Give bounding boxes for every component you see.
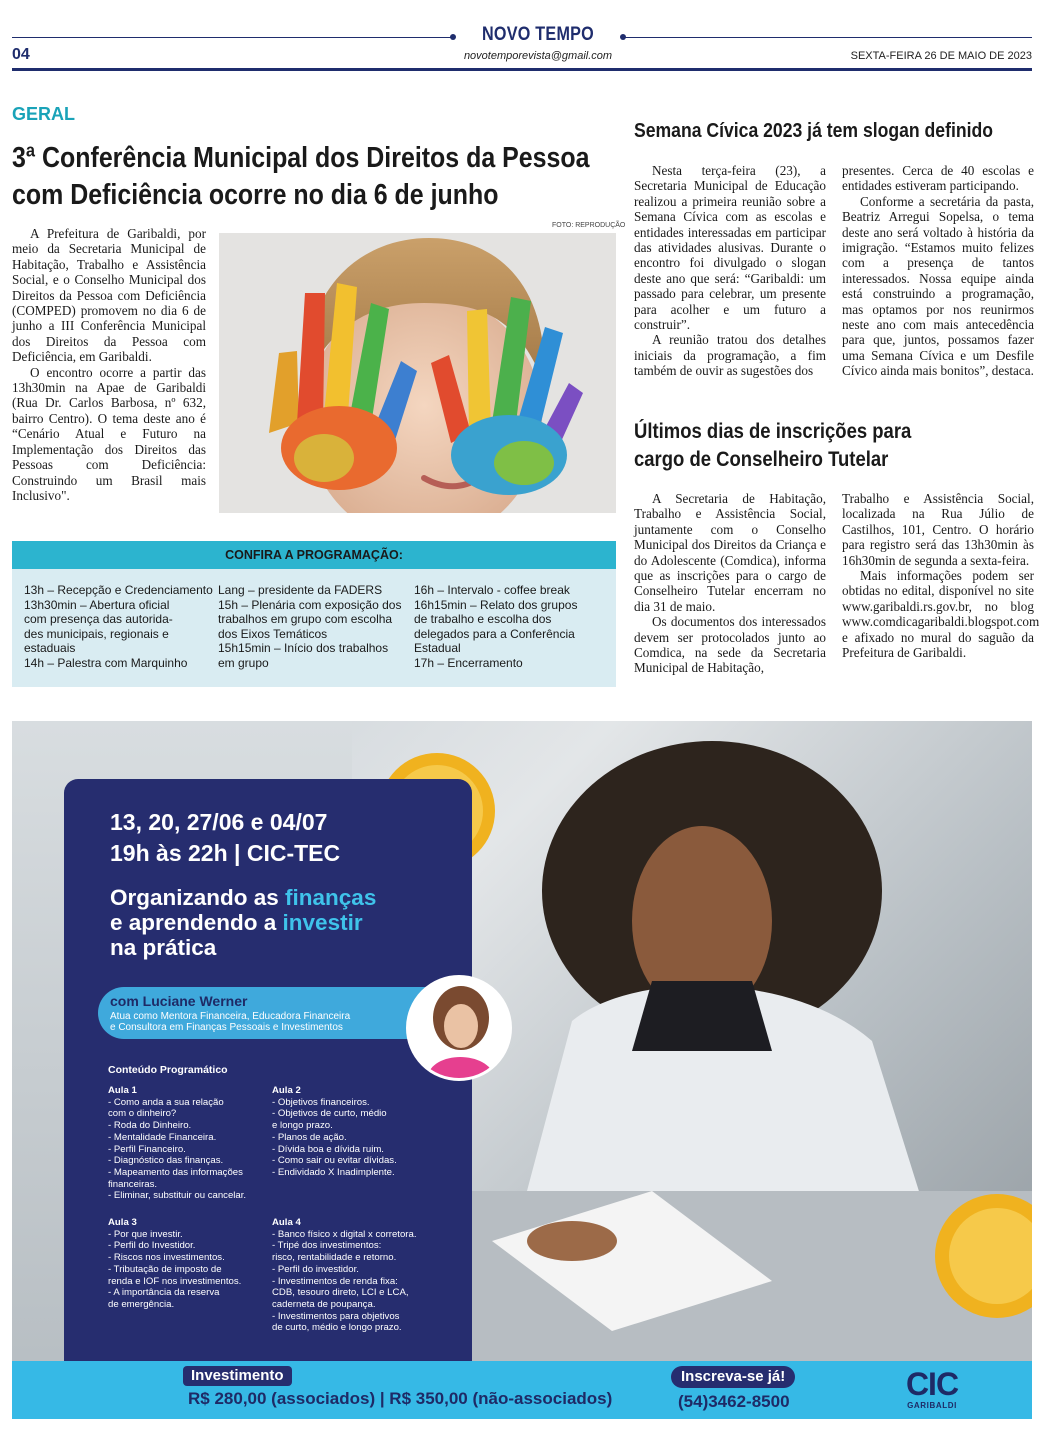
programacao-line: des municipais, regionais e <box>24 626 169 641</box>
programacao-line: estaduais <box>24 641 76 656</box>
speaker-description-line: e Consultora em Finanças Pessoais e Investimentos <box>110 1022 343 1033</box>
conselheiro-column-1 <box>634 491 826 676</box>
aula-3-list <box>108 1217 241 1311</box>
aula-1-list <box>108 1085 246 1202</box>
course-title-highlight: investir <box>282 910 363 935</box>
main-headline-line-2: com Deficiência ocorre no dia 6 de junho <box>12 179 499 211</box>
aula-item: - Perfil do Investidor. <box>108 1240 196 1252</box>
conselheiro-headline <box>634 418 1034 474</box>
inscreva-se-label[interactable]: Inscreva-se já! <box>671 1366 795 1388</box>
photo-illustration <box>219 233 616 513</box>
programacao-line: Lang – presidente da FADERS <box>218 583 383 597</box>
aula-item: - Dívida boa e dívida ruim. <box>272 1143 384 1155</box>
aula-item: CDB, tesouro direto, LCI e LCA, <box>272 1287 409 1299</box>
programacao-line: 15h – Plenária com exposição dos <box>218 597 402 612</box>
programacao-line: 16h – Intervalo - coffee break <box>414 583 570 597</box>
aula-item: - Objetivos de curto, médio <box>272 1108 387 1120</box>
story-paragraph: Trabalho e Assistência Social, localizada na Rua Júlio de Castilhos, 101, Centro. O horário para registro será das 13h30min às 16h30min de segunda a sexta-feira. <box>842 491 1034 568</box>
contact-email[interactable]: novotemporevista@gmail.com <box>463 50 613 62</box>
course-dates <box>110 807 340 869</box>
aula-item: de curto, médio e longo prazo. <box>272 1322 402 1334</box>
aula-item: - A importância da reserva <box>108 1287 220 1299</box>
conselheiro-headline-line-2: cargo de Conselheiro Tutelar <box>634 448 889 471</box>
conteudo-programatico-label: Conteúdo Programático <box>108 1064 228 1076</box>
aula-item: renda e IOF nos investimentos. <box>108 1275 242 1287</box>
programacao-column-1 <box>24 583 213 671</box>
speaker-avatar <box>406 975 512 1081</box>
main-headline-line-1: 3ª Conferência Municipal dos Direitos da Pessoa <box>12 142 590 174</box>
masthead-dot-left <box>450 34 456 40</box>
semana-civica-column-1 <box>634 163 826 379</box>
aula-item: - Banco físico x digital x corretora. <box>272 1228 417 1240</box>
aula-heading: Aula 1 <box>108 1085 137 1096</box>
issue-date: SEXTA-FEIRA 26 DE MAIO DE 2023 <box>850 50 1032 62</box>
programacao-line: em grupo <box>218 655 269 670</box>
aula-item: caderneta de poupança. <box>272 1298 376 1310</box>
investimento-label: Investimento <box>183 1366 292 1386</box>
aula-item: e longo prazo. <box>272 1120 333 1132</box>
speaker-portrait-illustration <box>409 978 509 1078</box>
programacao-column-2 <box>218 583 401 671</box>
aula-item: financeiras. <box>108 1178 158 1190</box>
aula-item: com o dinheiro? <box>108 1108 177 1120</box>
programacao-title: CONFIRA A PROGRAMAÇÃO: <box>12 541 616 569</box>
aula-item: de emergência. <box>108 1298 175 1310</box>
course-title-part: na prática <box>110 935 217 960</box>
story-paragraph: Mais informações podem ser obtidas no edital, disponível no site www.garibaldi.rs.gov.br, no blog www.comdicagaribaldi.blogspot.com e afixado no mural do saguão da Prefeitura de Garibaldi. <box>842 568 1040 661</box>
aula-item: - Tripé dos investimentos: <box>272 1240 382 1252</box>
programacao-line: 15h15min – Início dos trabalhos <box>218 641 389 656</box>
course-title <box>110 885 440 960</box>
programacao-line: 17h – Encerramento <box>414 655 523 670</box>
programacao-line: 13h – Recepção e Credenciamento <box>24 583 213 597</box>
page-number: 04 <box>12 46 30 63</box>
newspaper-title: NOVO TEMPO <box>481 24 595 45</box>
aula-item: - Eliminar, substituir ou cancelar. <box>108 1190 247 1202</box>
masthead <box>12 18 1032 70</box>
semana-civica-headline: Semana Cívica 2023 já tem slogan definido <box>634 120 993 142</box>
story-paragraph: A reunião tratou dos detalhes iniciais da programação, a fim também de ouvir as sugestões dos <box>634 332 826 379</box>
programacao-line: Estadual <box>414 641 461 656</box>
aula-item: - Como anda a sua relação <box>108 1096 224 1108</box>
story-paragraph: presentes. Cerca de 40 escolas e entidades estiveram participando. <box>842 163 1034 194</box>
aula-item: - Perfil do investidor. <box>272 1263 359 1275</box>
course-title-part: e aprendendo a <box>110 910 283 935</box>
cic-logo-subtext: GARIBALDI <box>907 1401 957 1410</box>
programacao-line: 16h15min – Relato dos grupos <box>414 597 578 612</box>
main-story-paragraph: O encontro ocorre a partir das 13h30min na Apae de Garibaldi (Rua Dr. Carlos Barbosa, nº 632, bairro Centro). O tema deste ano é “Cenário Atual e Futuro na Implementação dos Direitos das Pessoas com Deficiência: Construindo um Brasil mais Inclusivo". <box>12 364 206 503</box>
programacao-line: delegados para a Conferência <box>414 626 575 641</box>
masthead-bottom-rule <box>12 68 1032 71</box>
aula-item: - Objetivos financeiros. <box>272 1096 370 1108</box>
aula-item: - Mentalidade Financeira. <box>108 1131 217 1143</box>
main-headline <box>12 140 622 214</box>
course-title-highlight: finanças <box>285 885 377 910</box>
programacao-line: 13h30min – Abertura oficial <box>24 597 170 612</box>
aula-item: - Tributação de imposto de <box>108 1263 222 1275</box>
programacao-box <box>12 541 616 687</box>
main-story-paragraph: A Prefeitura de Garibaldi, por meio da Secretaria Municipal de Habitação, Trabalho e Assistência Social, e o Conselho Municipal dos Direitos da Pessoa com Deficiência (COMPED) promovem no dia 6 de junho a III Conferência Municipal dos Direitos da Pessoa com Deficiência, em Garibaldi. <box>12 226 206 365</box>
masthead-rule-left <box>12 37 452 38</box>
aula-item: - Diagnóstico das finanças. <box>108 1155 224 1167</box>
child-painted-hands-photo <box>219 233 616 513</box>
ad-footer-bar <box>12 1361 1032 1419</box>
speaker-description <box>110 1011 380 1033</box>
aula-item: - Investimentos de renda fixa: <box>272 1275 398 1287</box>
aula-item: - Como sair ou evitar dívidas. <box>272 1155 397 1167</box>
masthead-rule-right <box>624 37 1032 38</box>
aula-item: - Riscos nos investimentos. <box>108 1252 225 1264</box>
aula-heading: Aula 3 <box>108 1217 137 1228</box>
semana-civica-column-2 <box>842 163 1034 379</box>
story-paragraph: Conforme a secretária da pasta, Beatriz Arregui Sopelsa, o tema deste ano será voltado à história da imigração. “Estamos muito felizes com a presença de tantos interessados. Nossa equipe ainda está construindo a programação, mas optamos por nos reunirmos neste ano com mais antecedência para que, juntos, possamos fazer uma Semana Cívica e um Desfile Cívico ainda mais bonitos”, destaca. <box>842 193 1034 379</box>
conselheiro-column-2 <box>842 491 1040 661</box>
story-paragraph: Nesta terça-feira (23), a Secretaria Municipal de Educação realizou a primeira reunião sobre a Semana Cívica com as escolas e entidades interessadas em participar das atividades alusivas. Durante o encontro foi divulgado o slogan deste ano que será: “Garibaldi: um passado para celebrar, um presente para acolher e um futuro a construir”. <box>634 163 826 333</box>
cic-course-advertisement[interactable] <box>12 721 1032 1419</box>
programacao-line: de trabalho e escolha dos <box>414 612 552 627</box>
aula-item: - Perfil Financeiro. <box>108 1143 186 1155</box>
programacao-column-3 <box>414 583 577 671</box>
programacao-line: com presença das autorida- <box>24 612 173 627</box>
story-paragraph: A Secretaria de Habitação, Trabalho e Assistência Social, juntamente com o Conselho Municipal dos Direitos da Criança e do Adolescente (Comdica), informa que as inscrições para o cargo de Conselheiro Tutelar encerram no dia 31 de maio. <box>634 491 826 614</box>
main-story-body <box>12 226 206 503</box>
cic-logo-text: CIC <box>905 1366 959 1402</box>
aula-item: - Planos de ação. <box>272 1131 347 1143</box>
story-paragraph: Os documentos dos interessados devem ser protocolados junto ao Comdica, na sede da Secretaria Municipal de Habitação, <box>634 614 826 676</box>
course-title-part: Organizando as <box>110 885 286 910</box>
course-dates-line-1: 13, 20, 27/06 e 04/07 <box>110 809 328 835</box>
programacao-line: trabalhos em grupo com escolha <box>218 612 393 627</box>
aula-item: - Investimentos para objetivos <box>272 1310 400 1322</box>
aula-item: - Endividado X Inadimplente. <box>272 1166 395 1178</box>
section-tag: GERAL <box>12 104 75 124</box>
photo-credit: FOTO: REPRODUÇÃO <box>552 222 626 229</box>
speaker-description-line: Atua como Mentora Financeira, Educadora Financeira <box>110 1011 351 1022</box>
course-dates-line-2: 19h às 22h | CIC-TEC <box>110 840 341 866</box>
course-info-panel <box>64 779 472 1405</box>
course-prices: R$ 280,00 (associados) | R$ 350,00 (não-associados) <box>188 1389 613 1408</box>
aula-heading: Aula 2 <box>272 1085 301 1096</box>
aula-item: risco, rentabilidade e retorno. <box>272 1252 397 1264</box>
aula-4-list <box>272 1217 417 1334</box>
aula-item: - Por que investir. <box>108 1228 183 1240</box>
programacao-line: dos Eixos Temáticos <box>218 626 328 641</box>
cic-logo <box>892 1367 972 1410</box>
conselheiro-headline-line-1: Últimos dias de inscrições para <box>634 420 912 443</box>
aula-item: - Mapeamento das informações <box>108 1166 243 1178</box>
programacao-line: 14h – Palestra com Marquinho <box>24 655 188 670</box>
aula-2-list <box>272 1085 397 1179</box>
speaker-name: com Luciane Werner <box>110 993 248 1009</box>
contact-phone[interactable]: (54)3462-8500 <box>678 1392 790 1411</box>
aula-heading: Aula 4 <box>272 1217 301 1228</box>
aula-item: - Roda do Dinheiro. <box>108 1120 192 1132</box>
